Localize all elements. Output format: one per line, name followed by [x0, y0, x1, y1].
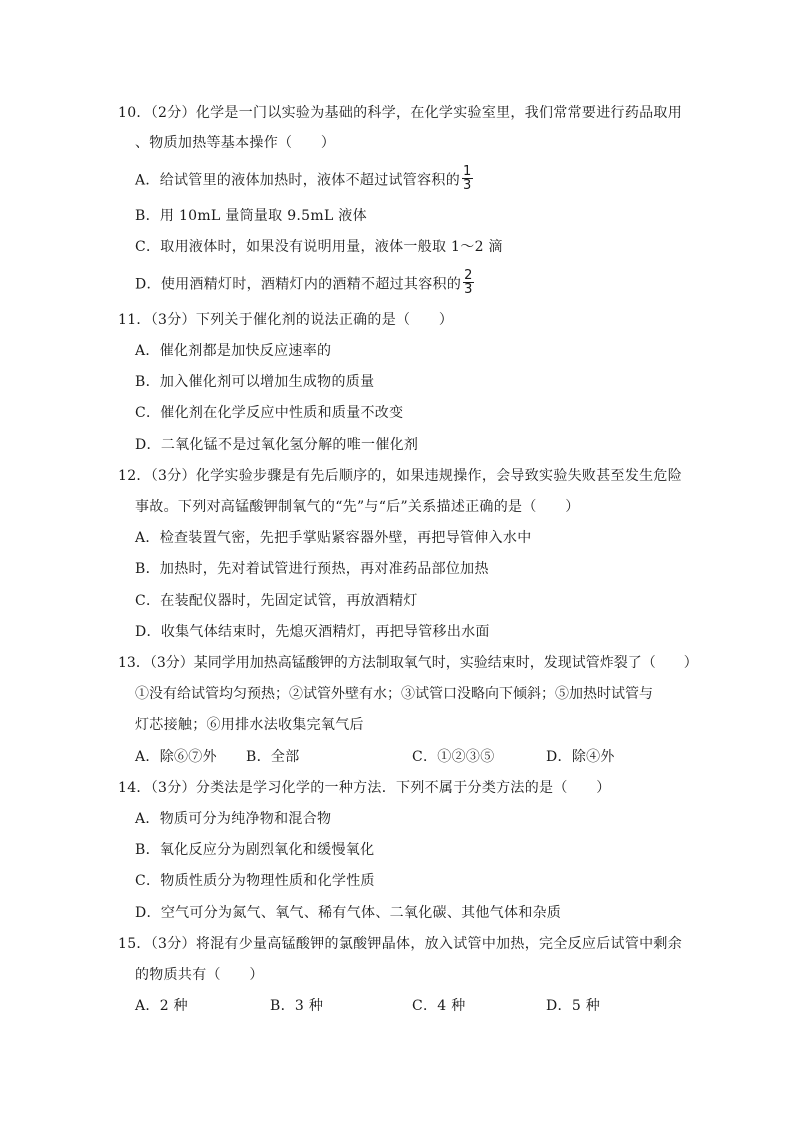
question-stem: 11．（3分）下列关于催化剂的说法正确的是（ ） — [118, 312, 454, 328]
option-c: C．取用液体时，如果没有说明用量，液体一般取 1～2 滴 — [135, 239, 503, 255]
option-c: C．4 种 — [412, 998, 466, 1014]
option-d: D．除④外 — [546, 749, 615, 765]
option-d: D．收集气体结束时，先熄灭酒精灯，再把导管移出水面 — [135, 624, 490, 640]
question-stem: 15．（3分）将混有少量高锰酸钾的氯酸钾晶体，放入试管中加热，完全反应后试管中剩余 — [118, 936, 683, 952]
question-stem: 的物质共有（ ） — [135, 967, 264, 983]
option-b: B．全部 — [246, 749, 300, 765]
question-stem: 14．（3分）分类法是学习化学的一种方法．下列不属于分类方法的是（ ） — [118, 780, 611, 796]
fraction-denominator: 3 — [464, 282, 473, 297]
option-b: B．加热时，先对着试管进行预热，再对准药品部位加热 — [135, 561, 489, 577]
option-c: C．物质性质分为物理性质和化学性质 — [135, 873, 375, 889]
fraction-denominator: 3 — [463, 178, 472, 193]
fraction-numerator: 2 — [464, 268, 473, 283]
question-stem: 灯芯接触；⑥用排水法收集完氧气后 — [135, 717, 364, 733]
option-a: A．2 种 — [135, 998, 188, 1014]
option-a — [135, 164, 473, 194]
option-b: B．3 种 — [270, 998, 324, 1014]
fraction — [462, 165, 473, 192]
fraction — [463, 269, 474, 296]
question-stem: 12．（3分）化学实验步骤是有先后顺序的，如果违规操作，会导致实验失败甚至发生危险 — [118, 468, 683, 484]
option-d: D．5 种 — [546, 998, 601, 1014]
question-stem: 、物质加热等基本操作（ ） — [135, 135, 336, 151]
option-a: A．检查装置气密，先把手掌贴紧容器外壁，再把导管伸入水中 — [135, 530, 532, 546]
option-d — [135, 268, 474, 298]
option-a: A．催化剂都是加快反应速率的 — [135, 343, 332, 359]
option-a: A．除⑥⑦外 — [135, 749, 217, 765]
option-a: A．物质可分为纯净物和混合物 — [135, 811, 332, 827]
option-d: D．空气可分为氮气、氧气、稀有气体、二氧化碳、其他气体和杂质 — [135, 905, 562, 921]
option-b: B．加入催化剂可以增加生成物的质量 — [135, 374, 375, 390]
question-stem: 13．（3分）某同学用加热高锰酸钾的方法制取氧气时，实验结束时，发现试管炸裂了（ ） — [118, 655, 698, 671]
option-c: C．在装配仪器时，先固定试管，再放酒精灯 — [135, 593, 418, 609]
option-d: D．二氧化锰不是过氧化氢分解的唯一催化剂 — [135, 437, 419, 453]
option-text: D．使用酒精灯时，酒精灯内的酒精不超过其容积的 — [135, 276, 462, 293]
option-text: A．给试管里的液体加热时，液体不超过试管容积的 — [135, 172, 461, 189]
option-c: C．①②③⑤ — [412, 749, 495, 765]
question-stem: 事故。下列对高锰酸钾制氧气的“先”与“后”关系描述正确的是（ ） — [135, 499, 580, 515]
option-c: C．催化剂在化学反应中性质和质量不改变 — [135, 405, 404, 421]
option-b: B．用 10mL 量筒量取 9.5mL 液体 — [135, 208, 367, 224]
option-b: B．氧化反应分为剧烈氧化和缓慢氧化 — [135, 842, 375, 858]
question-stem: 10．（2分）化学是一门以实验为基础的科学，在化学实验室里，我们常常要进行药品取用 — [118, 105, 683, 121]
question-stem: ①没有给试管均匀预热；②试管外壁有水；③试管口没略向下倾斜；⑤加热时试管与 — [135, 686, 653, 702]
fraction-numerator: 1 — [463, 164, 472, 179]
